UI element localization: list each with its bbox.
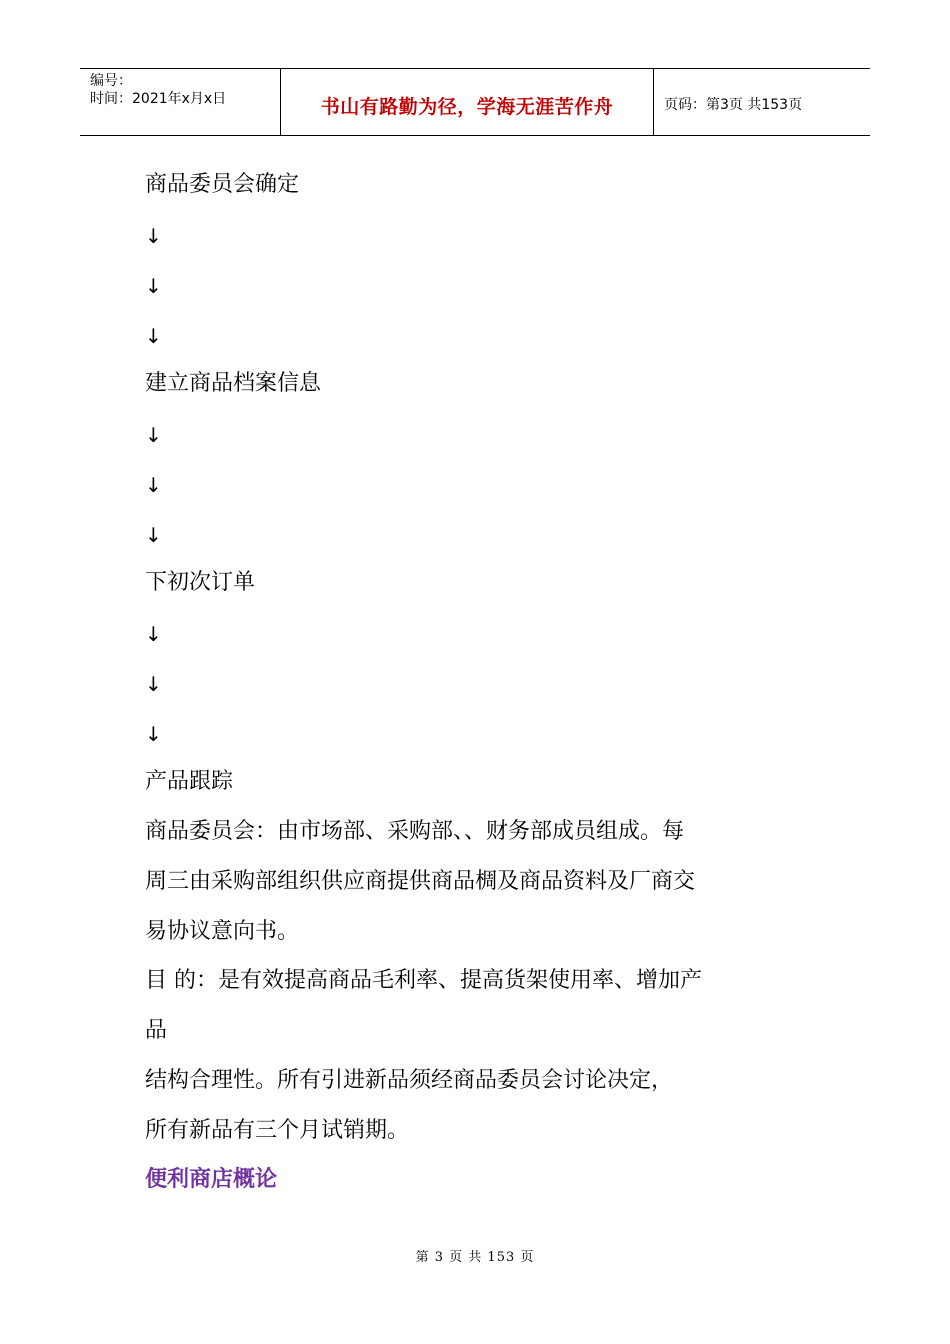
page-footer: 第 3 页 共 153 页 <box>415 1250 535 1265</box>
flow-step-archive: 建立商品档案信息 <box>145 371 322 396</box>
section-heading: 便利商店概论 <box>145 1167 278 1192</box>
flow-arrow: ↓ <box>145 722 162 746</box>
body-paragraph-line: 商品委员会：由市场部、采购部、、财务部成员组成。每 <box>145 819 685 844</box>
document-header <box>80 68 870 136</box>
header-number-label: 编号： <box>90 73 132 89</box>
flow-arrow: ↓ <box>145 423 162 447</box>
header-page-info: 页码：第3页 共153页 <box>664 97 803 113</box>
body-paragraph-line: 易协议意向书。 <box>145 919 300 944</box>
flow-arrow: ↓ <box>145 324 162 348</box>
flow-arrow: ↓ <box>145 622 162 646</box>
body-paragraph-line: 品 <box>145 1018 168 1043</box>
flow-arrow: ↓ <box>145 473 162 497</box>
header-motto: 书山有路勤为径，学海无涯苦作舟 <box>320 95 614 118</box>
flow-step-committee: 商品委员会确定 <box>145 172 300 197</box>
flow-arrow: ↓ <box>145 274 162 298</box>
header-meta <box>80 69 281 135</box>
flow-arrow: ↓ <box>145 672 162 696</box>
body-paragraph-line: 结构合理性。所有引进新品须经商品委员会讨论决定， <box>145 1068 674 1093</box>
header-time-label: 时间：2021年x月x日 <box>90 91 227 107</box>
flow-step-order: 下初次订单 <box>145 570 256 595</box>
body-paragraph-line: 所有新品有三个月试销期。 <box>145 1118 410 1143</box>
flow-arrow: ↓ <box>145 523 162 547</box>
header-motto-cell <box>281 69 654 135</box>
body-paragraph-line: 周三由采购部组织供应商提供商品椆及商品资料及厂商交 <box>145 869 696 894</box>
body-paragraph-line: 目 的：是有效提高商品毛利率、提高货架使用率、增加产 <box>145 968 702 993</box>
flow-arrow: ↓ <box>145 224 162 248</box>
flow-step-tracking: 产品跟踪 <box>145 769 234 794</box>
